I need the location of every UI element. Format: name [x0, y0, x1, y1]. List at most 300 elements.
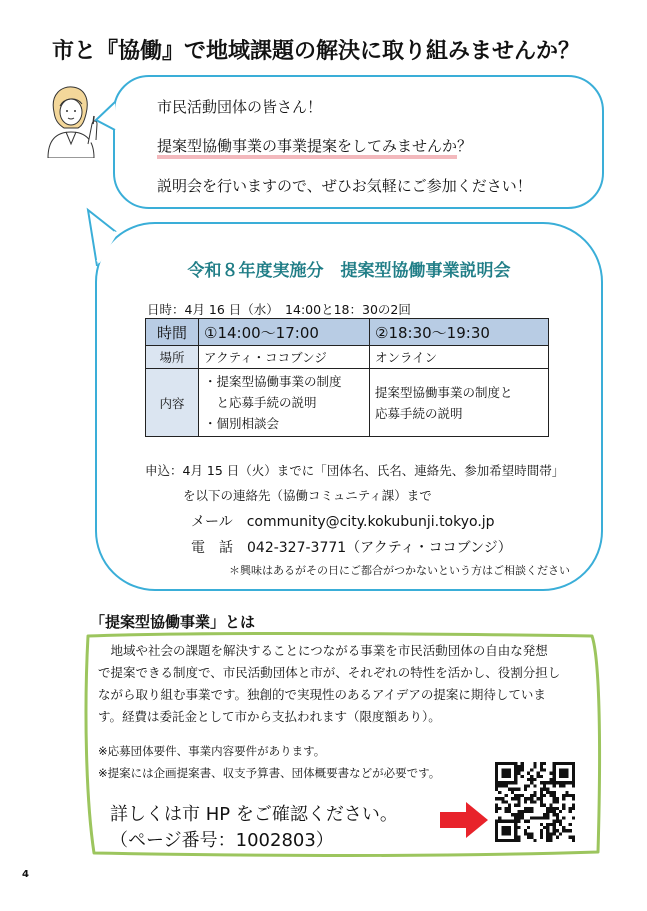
qr-module [514, 765, 517, 768]
bubble2-tail [86, 210, 126, 270]
qr-module [514, 816, 517, 819]
qr-module [556, 800, 559, 803]
qr-module [505, 772, 508, 775]
qr-module [501, 775, 504, 778]
qr-module [549, 772, 552, 775]
qr-module [514, 781, 517, 784]
qr-module [549, 807, 552, 810]
qr-module [553, 829, 556, 832]
qr-module [546, 807, 549, 810]
qr-module [553, 813, 556, 816]
qr-module [524, 797, 527, 800]
qr-module [569, 762, 572, 765]
bubble1-tail [96, 102, 118, 132]
qr-module [530, 836, 533, 839]
qr-module [569, 807, 572, 810]
qr-module [527, 810, 530, 813]
qr-module [508, 810, 511, 813]
qr-module [572, 778, 575, 781]
qr-module [553, 810, 556, 813]
qr-module [514, 832, 517, 835]
qr-module [530, 778, 533, 781]
qr-module [521, 765, 524, 768]
person-pointing-icon [44, 82, 102, 158]
qr-module [530, 816, 533, 819]
qr-module [540, 797, 543, 800]
qr-module [514, 804, 517, 807]
qr-module [549, 794, 552, 797]
qr-module [569, 823, 572, 826]
qr-module [553, 807, 556, 810]
qr-module [572, 797, 575, 800]
qr-module [556, 813, 559, 816]
qr-module [514, 813, 517, 816]
qr-module [559, 781, 562, 784]
qr-module [562, 804, 565, 807]
qr-module [572, 772, 575, 775]
qr-module [565, 829, 568, 832]
qr-module [501, 800, 504, 803]
qr-module [553, 781, 556, 784]
qr-module [517, 794, 520, 797]
qr-module [508, 781, 511, 784]
qr-module [514, 772, 517, 775]
qr-module [553, 797, 556, 800]
qr-module [495, 823, 498, 826]
qr-module [524, 788, 527, 791]
qr-module [572, 765, 575, 768]
qr-module [533, 762, 536, 765]
qr-module [508, 832, 511, 835]
qr-module [495, 775, 498, 778]
qr-module [514, 823, 517, 826]
qr-module [553, 778, 556, 781]
session1-content [199, 369, 370, 437]
qr-module [498, 816, 501, 819]
qr-module [559, 820, 562, 823]
qr-module [543, 813, 546, 816]
highlighted-proposal-text: 提案型協働事業の事業提案をしてみませんか [157, 137, 457, 159]
qr-module [511, 788, 514, 791]
qr-module [559, 768, 562, 771]
qr-module [543, 788, 546, 791]
qr-module [517, 816, 520, 819]
greeting-line: 市民活動団体の皆さん！ [157, 98, 323, 116]
program-description-box [80, 630, 600, 858]
contact-email: メール community@city.kokubunji.tokyo.jp [191, 514, 495, 530]
qr-module [569, 794, 572, 797]
qr-module [517, 797, 520, 800]
qr-module [553, 832, 556, 835]
qr-module [556, 829, 559, 832]
qr-module [540, 832, 543, 835]
qr-module [501, 781, 504, 784]
qr-module [505, 781, 508, 784]
qr-module [517, 788, 520, 791]
qr-module [517, 772, 520, 775]
qr-module [565, 768, 568, 771]
qr-module [540, 816, 543, 819]
qr-module [562, 797, 565, 800]
qr-module [511, 781, 514, 784]
qr-module [508, 775, 511, 778]
qr-module [565, 775, 568, 778]
seminar-date: 日時：4月 16 日（水） 14:00と18：30の2回 [147, 302, 411, 317]
qr-module [530, 800, 533, 803]
qr-module [559, 810, 562, 813]
qr-module [521, 775, 524, 778]
qr-module [559, 832, 562, 835]
qr-module [521, 794, 524, 797]
qr-module [553, 823, 556, 826]
qr-module [501, 832, 504, 835]
qr-module [553, 765, 556, 768]
qr-module [562, 816, 565, 819]
qr-module [517, 804, 520, 807]
consultation-note: ＊興味はあるがその日にご都合がつかないという方はご相談ください [229, 564, 570, 577]
qr-module [505, 768, 508, 771]
cta-page-number: （ページ番号：1002803） [110, 830, 334, 851]
qr-module [511, 791, 514, 794]
qr-module [540, 804, 543, 807]
qr-module [546, 810, 549, 813]
qr-module [543, 784, 546, 787]
qr-module [562, 826, 565, 829]
content-label: 内容 [146, 369, 199, 437]
qr-module [498, 820, 501, 823]
qr-module [530, 781, 533, 784]
qr-module [514, 778, 517, 781]
qr-module [556, 797, 559, 800]
qr-module [514, 788, 517, 791]
session1-content-line: と応募手続の説明 [204, 395, 317, 410]
qr-module [572, 781, 575, 784]
program-description [98, 640, 598, 728]
qr-module [559, 823, 562, 826]
qr-module [508, 839, 511, 842]
qr-module [546, 823, 549, 826]
qr-module [508, 829, 511, 832]
qr-module [546, 791, 549, 794]
qr-module [511, 813, 514, 816]
qr-module [537, 772, 540, 775]
qr-module [505, 829, 508, 832]
qr-module [533, 800, 536, 803]
qr-module [553, 794, 556, 797]
qr-module [527, 820, 530, 823]
qr-module [540, 823, 543, 826]
qr-module [549, 804, 552, 807]
qr-module [549, 781, 552, 784]
qr-module [505, 826, 508, 829]
cta-line: 詳しくは市 HP をご確認ください。 [110, 804, 398, 825]
qr-module [501, 839, 504, 842]
qr-module [546, 826, 549, 829]
description-line: 地域や社会の課題を解決することにつながる事業を市民活動団体の自由な発想 [98, 643, 548, 658]
qr-module [498, 839, 501, 842]
qr-module [556, 781, 559, 784]
qr-module [565, 772, 568, 775]
qr-module [543, 816, 546, 819]
qr-module [562, 772, 565, 775]
qr-module [553, 784, 556, 787]
qr-module [543, 762, 546, 765]
qr-module [514, 775, 517, 778]
qr-module [524, 810, 527, 813]
qr-module [517, 800, 520, 803]
session2-time: ②18:30～19:30 [370, 319, 549, 346]
qr-module [514, 829, 517, 832]
table-row-place [146, 346, 549, 369]
qr-module [533, 794, 536, 797]
qr-module [556, 816, 559, 819]
page-number: 4 [22, 869, 29, 880]
qr-module [495, 784, 498, 787]
requirement-note: ※提案には企画提案書、収支予算書、団体概要書などが必要です。 [98, 766, 441, 780]
qr-module [569, 781, 572, 784]
qr-module [495, 820, 498, 823]
qr-module [553, 826, 556, 829]
qr-module [495, 804, 498, 807]
qr-module [553, 768, 556, 771]
qr-module [524, 832, 527, 835]
qr-module [549, 778, 552, 781]
qr-module [495, 829, 498, 832]
requirement-notes [98, 740, 440, 784]
qr-module [572, 816, 575, 819]
qr-module [562, 775, 565, 778]
qr-module [546, 813, 549, 816]
qr-module [537, 797, 540, 800]
table-row-time [146, 319, 549, 346]
qr-module [562, 794, 565, 797]
qr-module [549, 836, 552, 839]
qr-module [556, 836, 559, 839]
qr-module [569, 829, 572, 832]
qr-module [511, 839, 514, 842]
qr-module [530, 768, 533, 771]
proposal-line [157, 135, 472, 156]
qr-module [530, 794, 533, 797]
qr-module [508, 788, 511, 791]
qr-module [543, 781, 546, 784]
application-deadline: 申込：4月 15 日（火）までに「団体名、氏名、連絡先、参加希望時間帯」 [145, 463, 565, 478]
qr-module [498, 781, 501, 784]
qr-module [549, 791, 552, 794]
qr-module [556, 762, 559, 765]
qr-module [524, 820, 527, 823]
qr-module [546, 781, 549, 784]
qr-module [559, 784, 562, 787]
proposal-question-mark: ？ [457, 137, 473, 155]
qr-module [540, 768, 543, 771]
qr-module [527, 784, 530, 787]
qr-module [505, 800, 508, 803]
qr-module [514, 820, 517, 823]
qr-module [505, 810, 508, 813]
qr-module [546, 788, 549, 791]
requirement-note: ※応募団体要件、事業内容要件があります。 [98, 744, 326, 758]
session1-place: アクティ・ココブンジ [199, 346, 370, 369]
qr-module [527, 807, 530, 810]
qr-module [514, 762, 517, 765]
qr-module [501, 762, 504, 765]
qr-module [562, 768, 565, 771]
qr-module [562, 784, 565, 787]
description-line: ながら取り組む事業です。独創的で実現性のあるアイデアの提案に期待していま [98, 687, 546, 702]
qr-module [537, 816, 540, 819]
qr-module [501, 797, 504, 800]
qr-module [517, 839, 520, 842]
qr-module [495, 778, 498, 781]
qr-module [530, 810, 533, 813]
qr-module [553, 791, 556, 794]
qr-module [533, 784, 536, 787]
qr-module [553, 800, 556, 803]
qr-module [521, 810, 524, 813]
qr-module [508, 804, 511, 807]
qr-module [530, 797, 533, 800]
qr-module [572, 794, 575, 797]
qr-module [498, 791, 501, 794]
qr-module [530, 832, 533, 835]
qr-module [524, 807, 527, 810]
qr-module [498, 762, 501, 765]
session1-content-line: ・提案型協働事業の制度 [204, 374, 342, 389]
qr-module [572, 836, 575, 839]
qr-module [514, 826, 517, 829]
qr-module [514, 768, 517, 771]
qr-module [527, 836, 530, 839]
qr-module [533, 791, 536, 794]
description-line: す。経費は委託金として市から支払われます（限度額あり）。 [98, 709, 441, 724]
qr-module [565, 762, 568, 765]
qr-module [565, 794, 568, 797]
qr-module [527, 826, 530, 829]
qr-module [572, 839, 575, 842]
qr-module [495, 826, 498, 829]
qr-module [543, 794, 546, 797]
place-label: 場所 [146, 346, 199, 369]
qr-module [521, 816, 524, 819]
qr-module [533, 778, 536, 781]
speech-bubble-seminar [95, 222, 603, 591]
page-title: 市と『協働』で地域課題の解決に取り組みませんか？ [52, 39, 581, 64]
qr-module [543, 826, 546, 829]
qr-module [543, 804, 546, 807]
qr-module [556, 820, 559, 823]
qr-module [546, 816, 549, 819]
qr-module [540, 775, 543, 778]
qr-module [495, 836, 498, 839]
qr-module [540, 800, 543, 803]
qr-module [495, 781, 498, 784]
qr-module [495, 772, 498, 775]
qr-module [549, 823, 552, 826]
qr-module [530, 775, 533, 778]
speech-bubble-invitation [113, 75, 604, 209]
qr-module [498, 807, 501, 810]
qr-module [540, 765, 543, 768]
qr-module [495, 768, 498, 771]
qr-module [527, 797, 530, 800]
application-contact: を以下の連絡先（協働コミュニティ課）まで [183, 488, 432, 503]
qr-module [524, 800, 527, 803]
qr-code-icon[interactable] [495, 762, 575, 842]
qr-module [505, 762, 508, 765]
qr-module [549, 810, 552, 813]
qr-module [549, 839, 552, 842]
qr-module [501, 820, 504, 823]
qr-module [569, 836, 572, 839]
qr-module [495, 807, 498, 810]
qr-module [562, 807, 565, 810]
qr-module [511, 820, 514, 823]
qr-module [517, 826, 520, 829]
qr-module [505, 807, 508, 810]
qr-module [533, 839, 536, 842]
qr-module [498, 797, 501, 800]
qr-module [508, 826, 511, 829]
qr-module [511, 797, 514, 800]
qr-module [559, 762, 562, 765]
qr-module [540, 829, 543, 832]
seminar-title: 令和８年度実施分 提案型協働事業説明会 [187, 261, 511, 281]
qr-module [572, 768, 575, 771]
qr-module [508, 762, 511, 765]
qr-module [508, 807, 511, 810]
qr-module [495, 765, 498, 768]
qr-module [565, 781, 568, 784]
qr-module [533, 765, 536, 768]
qr-module [501, 784, 504, 787]
qr-module [537, 775, 540, 778]
qr-module [559, 772, 562, 775]
qr-module [517, 810, 520, 813]
qr-module [569, 810, 572, 813]
qr-module [508, 820, 511, 823]
qr-module [540, 791, 543, 794]
section-heading: 「提案型協働事業」とは [90, 613, 256, 631]
qr-module [524, 829, 527, 832]
qr-module [495, 832, 498, 835]
qr-module [505, 832, 508, 835]
qr-module [524, 784, 527, 787]
qr-module [559, 775, 562, 778]
qr-module [495, 797, 498, 800]
qr-module [572, 762, 575, 765]
qr-module [505, 839, 508, 842]
qr-module [546, 839, 549, 842]
qr-module [501, 829, 504, 832]
qr-module [501, 772, 504, 775]
qr-module [553, 775, 556, 778]
qr-module [540, 762, 543, 765]
qr-module [517, 765, 520, 768]
session2-content-line: 提案型協働事業の制度と [375, 384, 513, 400]
qr-module [511, 762, 514, 765]
qr-module [572, 775, 575, 778]
qr-module [517, 768, 520, 771]
qr-module [546, 832, 549, 835]
qr-module [495, 839, 498, 842]
qr-module [505, 775, 508, 778]
session2-content-line: 応募手続の説明 [375, 405, 463, 421]
qr-module [521, 762, 524, 765]
description-line: で提案できる制度で、市民活動団体と市が、それぞれの特性を活かし、役割分担し [98, 665, 561, 680]
qr-module [514, 836, 517, 839]
qr-module [572, 784, 575, 787]
